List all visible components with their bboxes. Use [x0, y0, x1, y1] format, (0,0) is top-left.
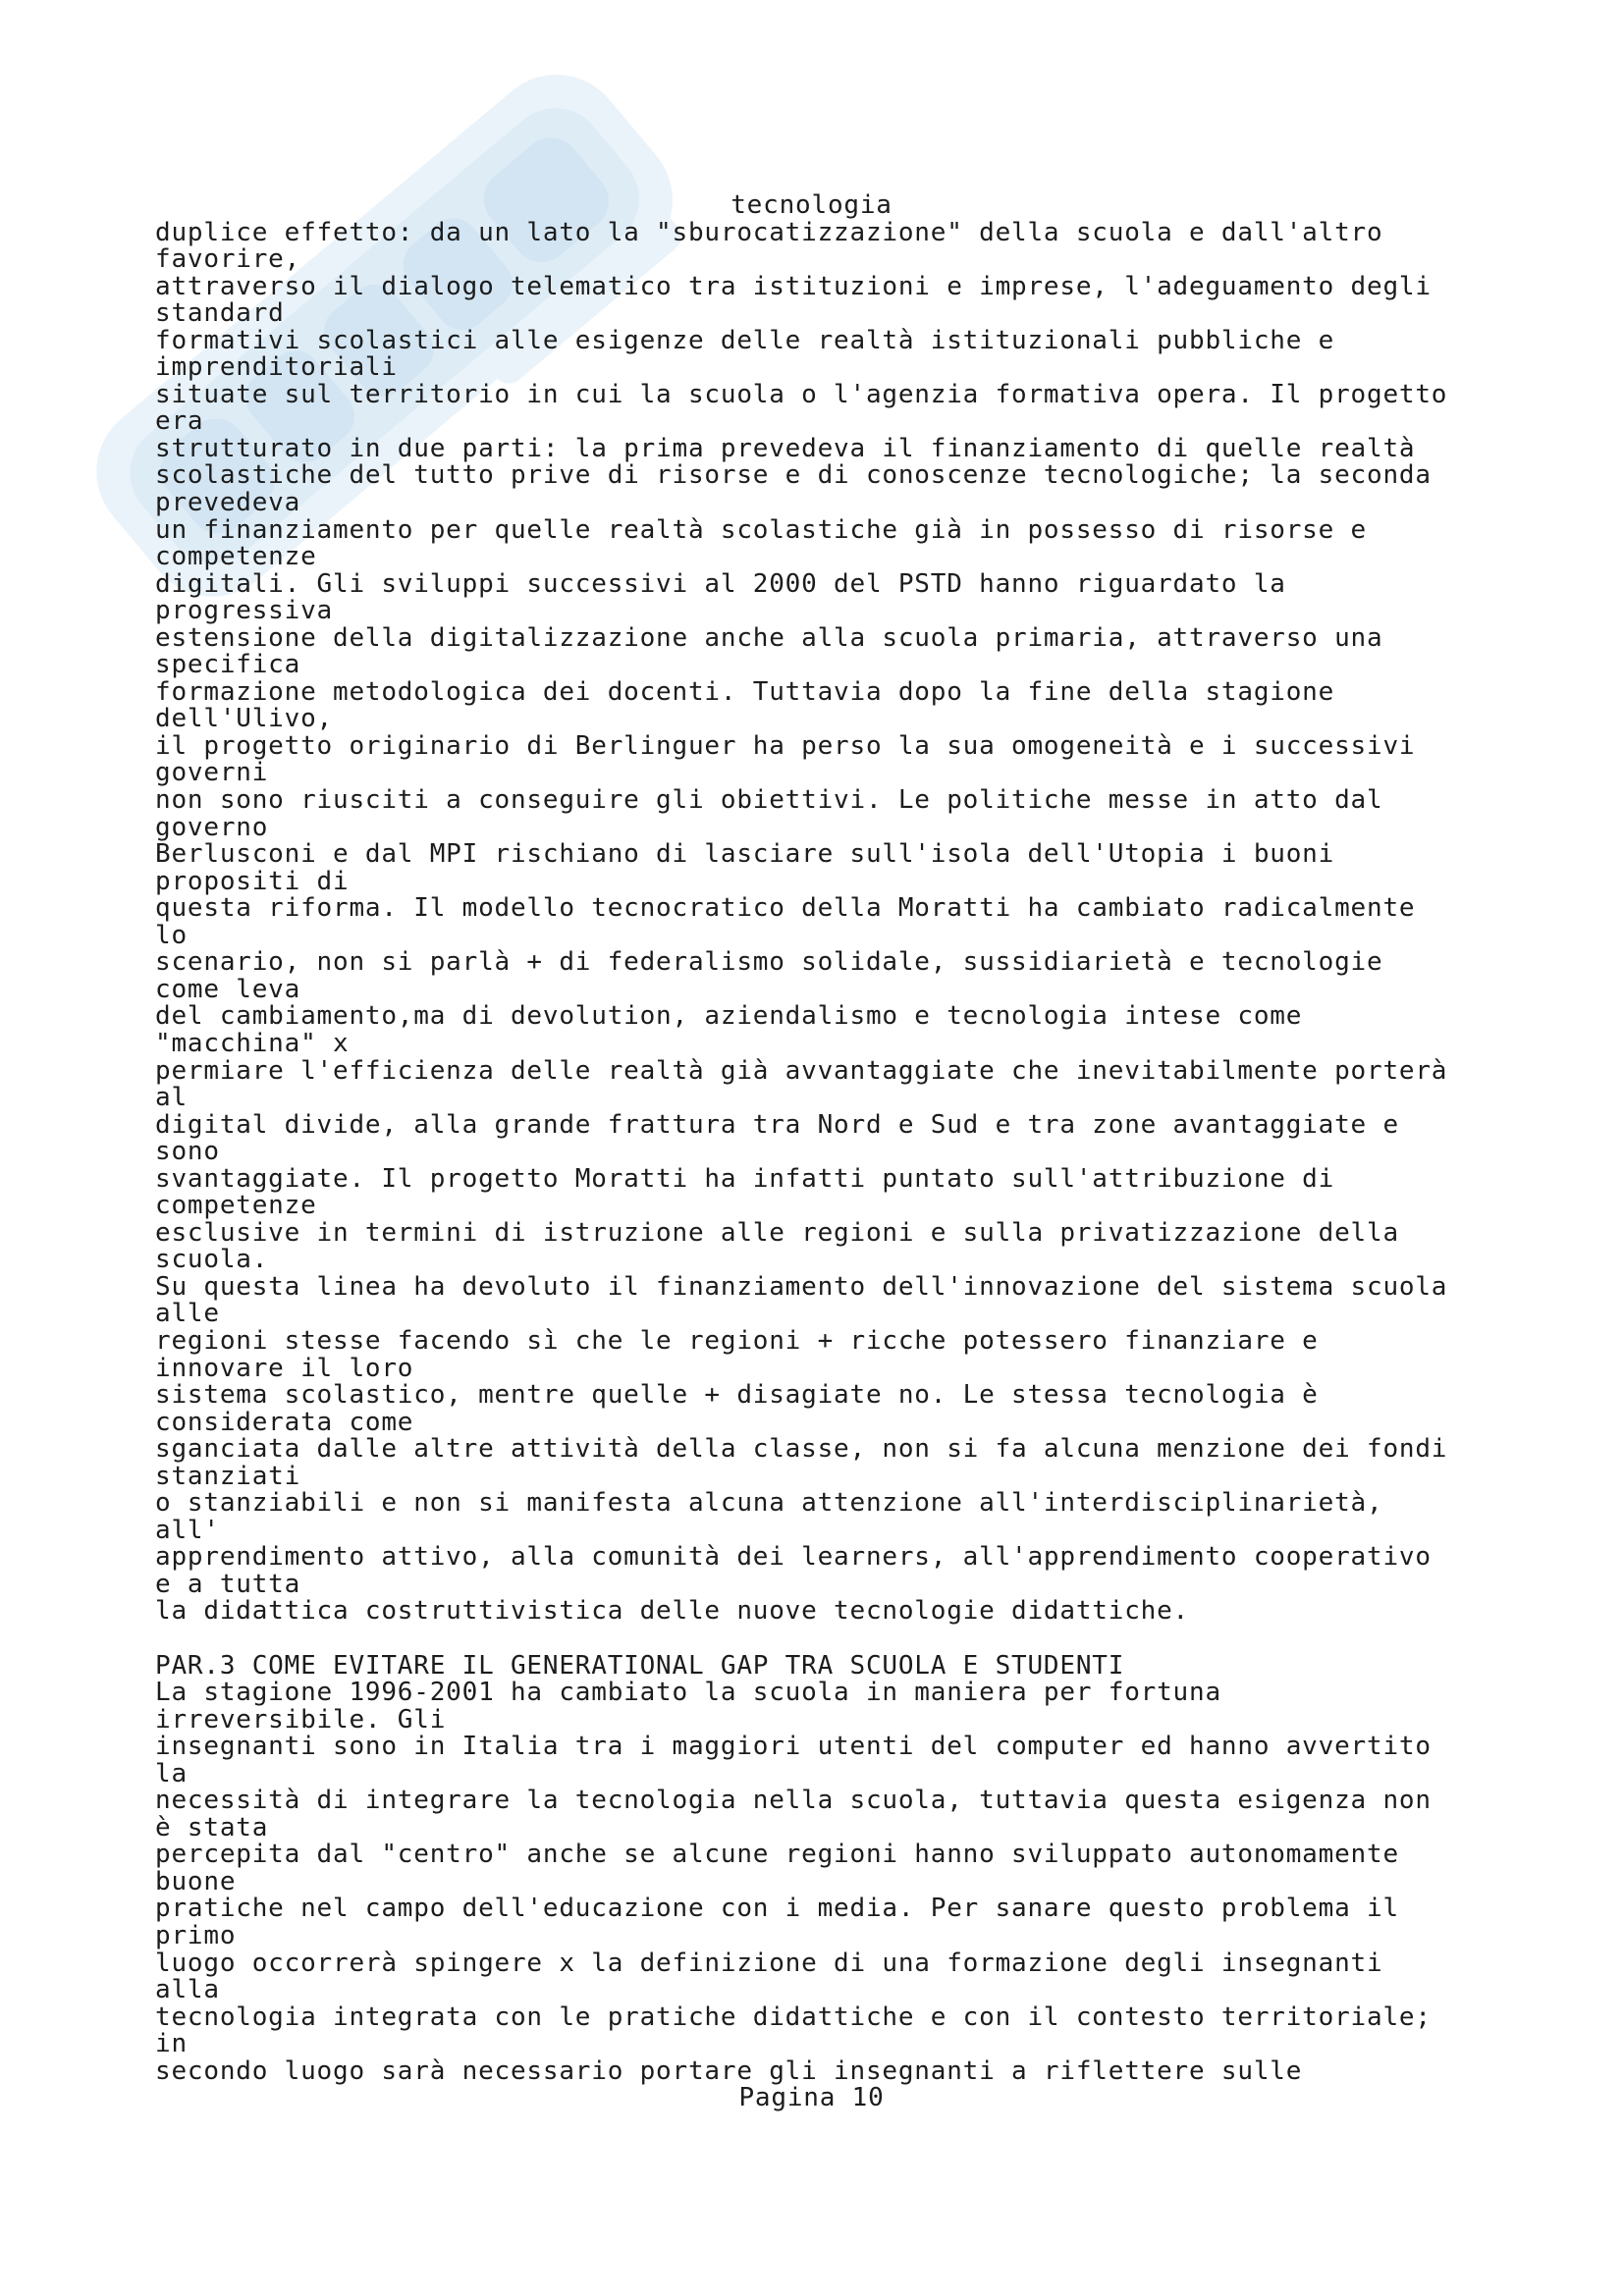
blank-line — [0, 1626, 1623, 1653]
body-line: formazione metodologica dei docenti. Tuttavia dopo la fine della stagione — [155, 676, 1335, 707]
body-line: favorire, — [155, 244, 301, 275]
body-line: svantaggiate. Il progetto Moratti ha infatti puntato sull'attribuzione di — [155, 1163, 1335, 1194]
section-line: tecnologia integrata con le pratiche didattiche e con il contesto territoriale; — [155, 2002, 1432, 2032]
section-line: irreversibile. Gli — [155, 1704, 447, 1735]
body-line: specifica — [155, 650, 301, 680]
body-line: un finanziamento per quelle realtà scolastiche già in possesso di risorse e — [155, 514, 1367, 545]
body-line: lo — [155, 920, 188, 950]
section-line: necessità di integrare la tecnologia nella scuola, tuttavia questa esigenza non — [155, 1786, 1432, 1816]
body-line: Berlusconi e dal MPI rischiano di lasciare sull'isola dell'Utopia i buoni — [155, 839, 1335, 870]
body-line: attraverso il dialogo telematico tra istituzioni e imprese, l'adeguamento degli — [155, 271, 1432, 301]
body-line: esclusive in termini di istruzione alle regioni e sulla privatizzazione della — [155, 1217, 1399, 1248]
body-line: progressiva — [155, 596, 333, 626]
body-line: apprendimento attivo, alla comunità dei learners, all'apprendimento cooperativo — [155, 1542, 1432, 1573]
body-line: "macchina" x — [155, 1028, 350, 1058]
section-line: pratiche nel campo dell'educazione con i media. Per sanare questo problema il — [155, 1894, 1399, 1924]
body-line: come leva — [155, 974, 301, 1004]
body-line: al — [155, 1083, 188, 1113]
section-line: La stagione 1996-2001 ha cambiato la scuola in maniera per fortuna — [155, 1678, 1221, 1708]
body-line: prevedeva — [155, 488, 301, 518]
body-line: digitali. Gli sviluppi successivi al 2000 del PSTD hanno riguardato la — [155, 568, 1286, 599]
body-line: all' — [155, 1515, 220, 1545]
section-line: la — [155, 1758, 188, 1789]
body-line: Su questa linea ha devoluto il finanziamento dell'innovazione del sistema scuola — [155, 1271, 1448, 1302]
body-line: situate sul territorio in cui la scuola o l'agenzia formativa opera. Il progetto — [155, 379, 1448, 409]
page-number: Pagina 10 — [738, 2083, 885, 2113]
body-line: sistema scolastico, mentre quelle + disagiate no. Le stessa tecnologia è — [155, 1380, 1319, 1411]
body-line: non sono riusciti a conseguire gli obiettivi. Le politiche messe in atto dal — [155, 785, 1383, 816]
page-text — [0, 192, 1623, 2112]
section-line: primo — [155, 1921, 237, 1950]
body-line: competenze — [155, 542, 317, 572]
body-line: considerata come — [155, 1407, 414, 1437]
section-line: secondo luogo sarà necessario portare gli insegnanti a riflettere sulle — [155, 2056, 1303, 2086]
section-heading: PAR.3 COME EVITARE IL GENERATIONAL GAP TRA SCUOLA E STUDENTI — [155, 1650, 1125, 1681]
body-line: imprenditoriali — [155, 352, 398, 383]
body-line: o stanziabili e non si manifesta alcuna attenzione all'interdisciplinarietà, — [155, 1488, 1383, 1519]
body-line: scolastiche del tutto prive di risorse e di conoscenze tecnologiche; la seconda — [155, 460, 1432, 491]
body-line: era — [155, 406, 204, 437]
body-line: scuola. — [155, 1245, 269, 1275]
body-line: standard — [155, 298, 285, 329]
body-line: permiare l'efficienza delle realtà già avvantaggiate che inevitabilmente porterà — [155, 1055, 1448, 1086]
body-line: estensione della digitalizzazione anche alla scuola primaria, attraverso una — [155, 622, 1383, 653]
section-line: alla — [155, 1975, 220, 2005]
body-line: alle — [155, 1299, 220, 1329]
section-line: buone — [155, 1866, 237, 1896]
section-line: è stata — [155, 1812, 269, 1842]
body-line: del cambiamento,ma di devolution, aziendalismo e tecnologia intese come — [155, 1001, 1303, 1032]
body-line: scenario, non si parlà + di federalismo solidale, sussidiarietà e tecnologie — [155, 947, 1383, 978]
body-line: governo — [155, 812, 269, 842]
body-line: governi — [155, 758, 269, 788]
body-line: formativi scolastici alle esigenze delle realtà istituzionali pubbliche e — [155, 325, 1335, 355]
body-line: il progetto originario di Berlinguer ha perso la sua omogeneità e i successivi — [155, 730, 1416, 761]
body-line: questa riforma. Il modello tecnocratico della Moratti ha cambiato radicalmente — [155, 893, 1416, 924]
section-line: percepita dal "centro" anche se alcune regioni hanno sviluppato autonomamente — [155, 1840, 1399, 1870]
body-line: la didattica costruttivistica delle nuove tecnologie didattiche. — [155, 1596, 1190, 1627]
body-line: dell'Ulivo, — [155, 704, 333, 734]
body-line: innovare il loro — [155, 1353, 414, 1383]
body-line: competenze — [155, 1191, 317, 1221]
body-line: sganciata dalle altre attività della classe, non si fa alcuna menzione dei fondi — [155, 1434, 1448, 1465]
body-line: regioni stesse facendo sì che le regioni + ricche potessero finanziare e — [155, 1325, 1319, 1356]
body-line: e a tutta — [155, 1569, 301, 1599]
body-line: digital divide, alla grande frattura tra Nord e Sud e tra zone avantaggiate e — [155, 1109, 1399, 1140]
body-line: propositi di — [155, 866, 350, 896]
page-header: tecnologia — [730, 190, 893, 220]
body-line: sono — [155, 1137, 220, 1167]
body-line: strutturato in due parti: la prima prevedeva il finanziamento di quelle realtà — [155, 433, 1416, 463]
body-line: duplice effetto: da un lato la "sburocatizzazione" della scuola e dall'altro — [155, 217, 1383, 247]
body-line: stanziati — [155, 1461, 301, 1491]
section-line: insegnanti sono in Italia tra i maggiori utenti del computer ed hanno avvertito — [155, 1732, 1432, 1762]
section-line: in — [155, 2029, 188, 2059]
section-line: luogo occorrerà spingere x la definizione di una formazione degli insegnanti — [155, 1948, 1383, 1978]
